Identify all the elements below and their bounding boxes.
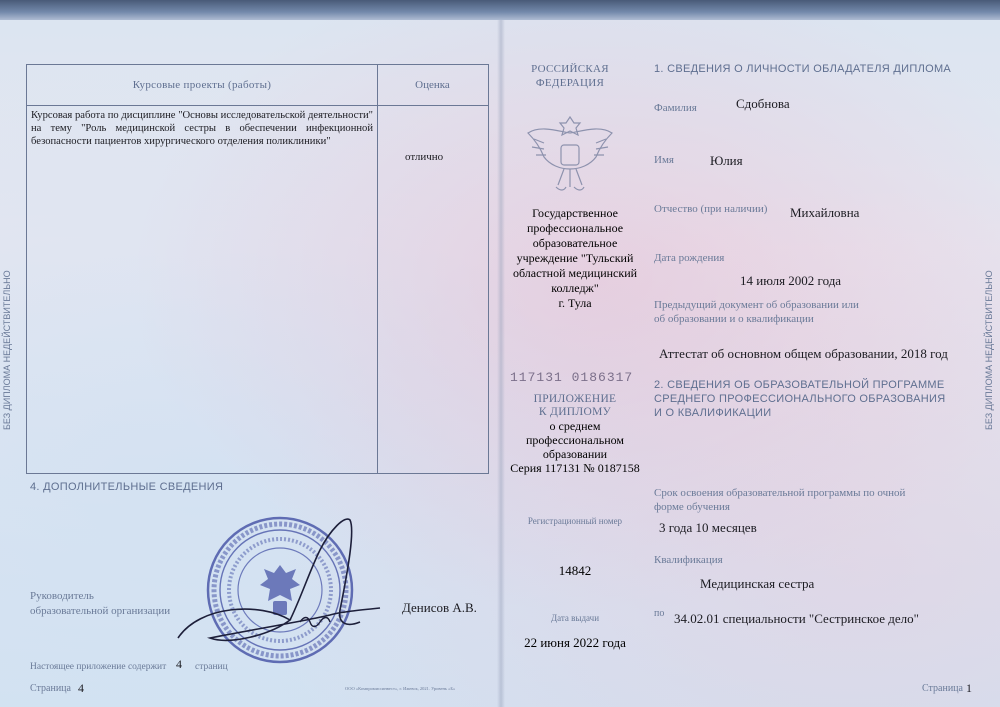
pages-count-label: Настоящее приложение содержит: [30, 662, 167, 672]
coursework-column-header: Курсовые проекты (работы): [132, 79, 272, 91]
specialty-prefix: по: [654, 608, 665, 619]
coursework-description: Курсовая работа по дисциплине "Основы исследовательской деятельности" на тему "Роль медицинской сестры в обеспечении инфекционной безопасности пациентов хирургического отделения поликлиники": [31, 110, 373, 147]
left-page-number: 4: [78, 681, 84, 695]
birth-date-value: 14 июля 2002 года: [740, 273, 842, 288]
head-label-line1: Руководитель: [30, 590, 94, 602]
patronymic-value: Михайловна: [790, 205, 860, 220]
head-signature: [170, 510, 410, 660]
first-name-value: Юлия: [710, 153, 743, 168]
right-page-label: Страница: [922, 683, 963, 694]
qualification-label: Квалификация: [654, 554, 723, 566]
head-label-line2: образовательной организации: [30, 605, 171, 617]
left-margin-note: БЕЗ ДИПЛОМА НЕДЕЙСТВИТЕЛЬНО: [2, 270, 12, 430]
issue-date: 22 июня 2022 года: [524, 635, 626, 650]
surname-label: Фамилия: [654, 102, 697, 114]
blank-serial-number: 117131 0186317: [510, 370, 634, 385]
appendix-line: о среднем: [549, 419, 601, 433]
appendix-line: профессиональном: [526, 433, 624, 447]
scan-top-edge: [0, 0, 1000, 20]
grade-column-header: Оценка: [415, 79, 450, 91]
right-page-number: 1: [966, 681, 972, 695]
duration-label-1: Срок освоения образовательной программы по очной: [654, 487, 906, 499]
page-spine: [497, 20, 505, 707]
coat-of-arms-emblem: [520, 103, 620, 203]
duration-label-2: форме обучения: [654, 501, 730, 513]
institution-line: г. Тула: [558, 296, 592, 310]
institution-line: профессиональное: [526, 221, 624, 235]
coursework-table: [26, 64, 489, 474]
previous-document-label-1: Предыдущий документ об образовании или: [654, 299, 859, 311]
birth-date-label: Дата рождения: [654, 252, 725, 264]
specialty-value: 34.02.01 специальности "Сестринское дело": [674, 611, 919, 626]
head-name: Денисов А.В.: [402, 600, 477, 615]
appendix-title-line-1: ПРИЛОЖЕНИЕ: [533, 393, 617, 405]
appendix-title-line-2: К ДИПЛОМУ: [538, 406, 612, 418]
country-line-1: РОССИЙСКАЯ: [531, 63, 609, 75]
issue-date-label: Дата выдачи: [550, 613, 600, 623]
left-page-label: Страница: [30, 683, 71, 694]
appendix-series: Серия 117131 № 0187158: [510, 461, 640, 475]
institution-line: образовательное: [532, 236, 618, 250]
section-2-title-1: 2. СВЕДЕНИЯ ОБ ОБРАЗОВАТЕЛЬНОЙ ПРОГРАММЕ: [654, 379, 945, 391]
qualification-value: Медицинская сестра: [700, 576, 815, 591]
duration-value: 3 года 10 месяцев: [659, 520, 757, 535]
registration-label: Регистрационный номер: [527, 516, 623, 526]
coursework-grade: отлично: [405, 151, 444, 163]
section-2-title-3: И О КВАЛИФИКАЦИИ: [654, 407, 772, 419]
pages-count: 4: [176, 657, 182, 671]
institution-line: областной медицинский: [512, 266, 638, 280]
institution-line: колледж": [551, 281, 599, 295]
previous-document-value: Аттестат об основном общем образовании, 2018 год: [659, 346, 948, 361]
first-name-label: Имя: [654, 154, 674, 166]
printer-imprint: ООО «Компромиссинвест», г. Ижевск, 2021. Уровень «Б»: [345, 686, 456, 691]
section-2-title-2: СРЕДНЕГО ПРОФЕССИОНАЛЬНОГО ОБРАЗОВАНИЯ: [654, 393, 946, 405]
patronymic-label: Отчество (при наличии): [654, 203, 768, 215]
section-1-title: 1. СВЕДЕНИЯ О ЛИЧНОСТИ ОБЛАДАТЕЛЯ ДИПЛОМА: [654, 63, 952, 75]
country-line-2: ФЕДЕРАЦИЯ: [535, 77, 605, 89]
registration-number: 14842: [558, 563, 592, 578]
institution-line: учреждение "Тульский: [516, 251, 634, 265]
right-margin-note: БЕЗ ДИПЛОМА НЕДЕЙСТВИТЕЛЬНО: [984, 270, 994, 430]
institution-line: Государственное: [532, 206, 618, 220]
surname-value: Сдобнова: [736, 96, 790, 111]
previous-document-label-2: об образовании и о квалификации: [654, 313, 814, 325]
appendix-line: образовании: [542, 447, 608, 461]
section-4-title: 4. ДОПОЛНИТЕЛЬНЫЕ СВЕДЕНИЯ: [30, 481, 224, 493]
pages-count-suffix: страниц: [195, 662, 228, 672]
